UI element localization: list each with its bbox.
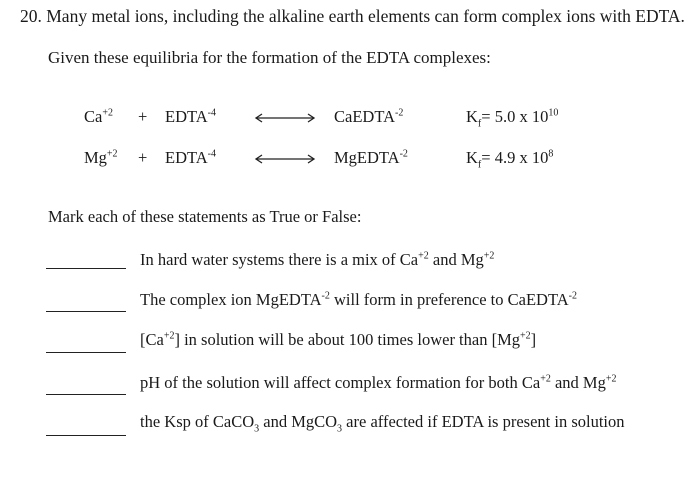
instructions-text: Mark each of these statements as True or False: (48, 207, 362, 226)
kf-value-mg: $K_f= 4.9$ x $10^8$ (466, 148, 554, 171)
statement-5: the Ksp of CaCO$_3$ and MgCO$_3$ are affected if EDTA is present in solution (140, 412, 625, 435)
question-header (20, 6, 685, 27)
answer-blank-5[interactable] (46, 435, 126, 436)
ion-ca: $Ca^{+2}$ (84, 107, 113, 126)
statement-3: $[Ca^{+2}]$ in solution will be about 100 times lower than $[Mg^{+2}]$ (140, 330, 537, 349)
plus-sign: + (138, 148, 148, 167)
product-caedta: CaEDTA$^{-2}$ (334, 107, 404, 126)
kf-value-ca: $K_f= 5.0$ x $10^{10}$ (466, 107, 559, 130)
answer-blank-3[interactable] (46, 352, 126, 353)
answer-blank-1[interactable] (46, 268, 126, 269)
question-text: Many metal ions, including the alkaline earth elements can form complex ions with EDTA. (46, 6, 685, 26)
ligand-edta: $EDTA^{-4}$ (165, 148, 217, 167)
equilibrium-arrow-icon (254, 113, 316, 123)
product-mgedta: MgEDTA$^{-2}$ (334, 148, 408, 167)
statement-4: pH of the solution will affect complex formation for both $Ca^{+2}$ and $Mg^{+2}$ (140, 373, 617, 392)
ion-mg: $Mg^{+2}$ (84, 148, 118, 167)
answer-blank-4[interactable] (46, 394, 126, 395)
answer-blank-2[interactable] (46, 311, 126, 312)
given-text: Given these equilibria for the formation of the EDTA complexes: (48, 48, 491, 67)
plus-sign: + (138, 107, 148, 126)
ligand-edta: $EDTA^{-4}$ (165, 107, 217, 126)
equilibrium-arrow-icon (254, 154, 316, 164)
statement-2: The complex ion MgEDTA$^{-2}$ will form in preference to CaEDTA$^{-2}$ (140, 290, 577, 309)
question-number: 20. (20, 6, 42, 26)
statement-1: In hard water systems there is a mix of $Ca^{+2}$ and $Mg^{+2}$ (140, 250, 495, 269)
